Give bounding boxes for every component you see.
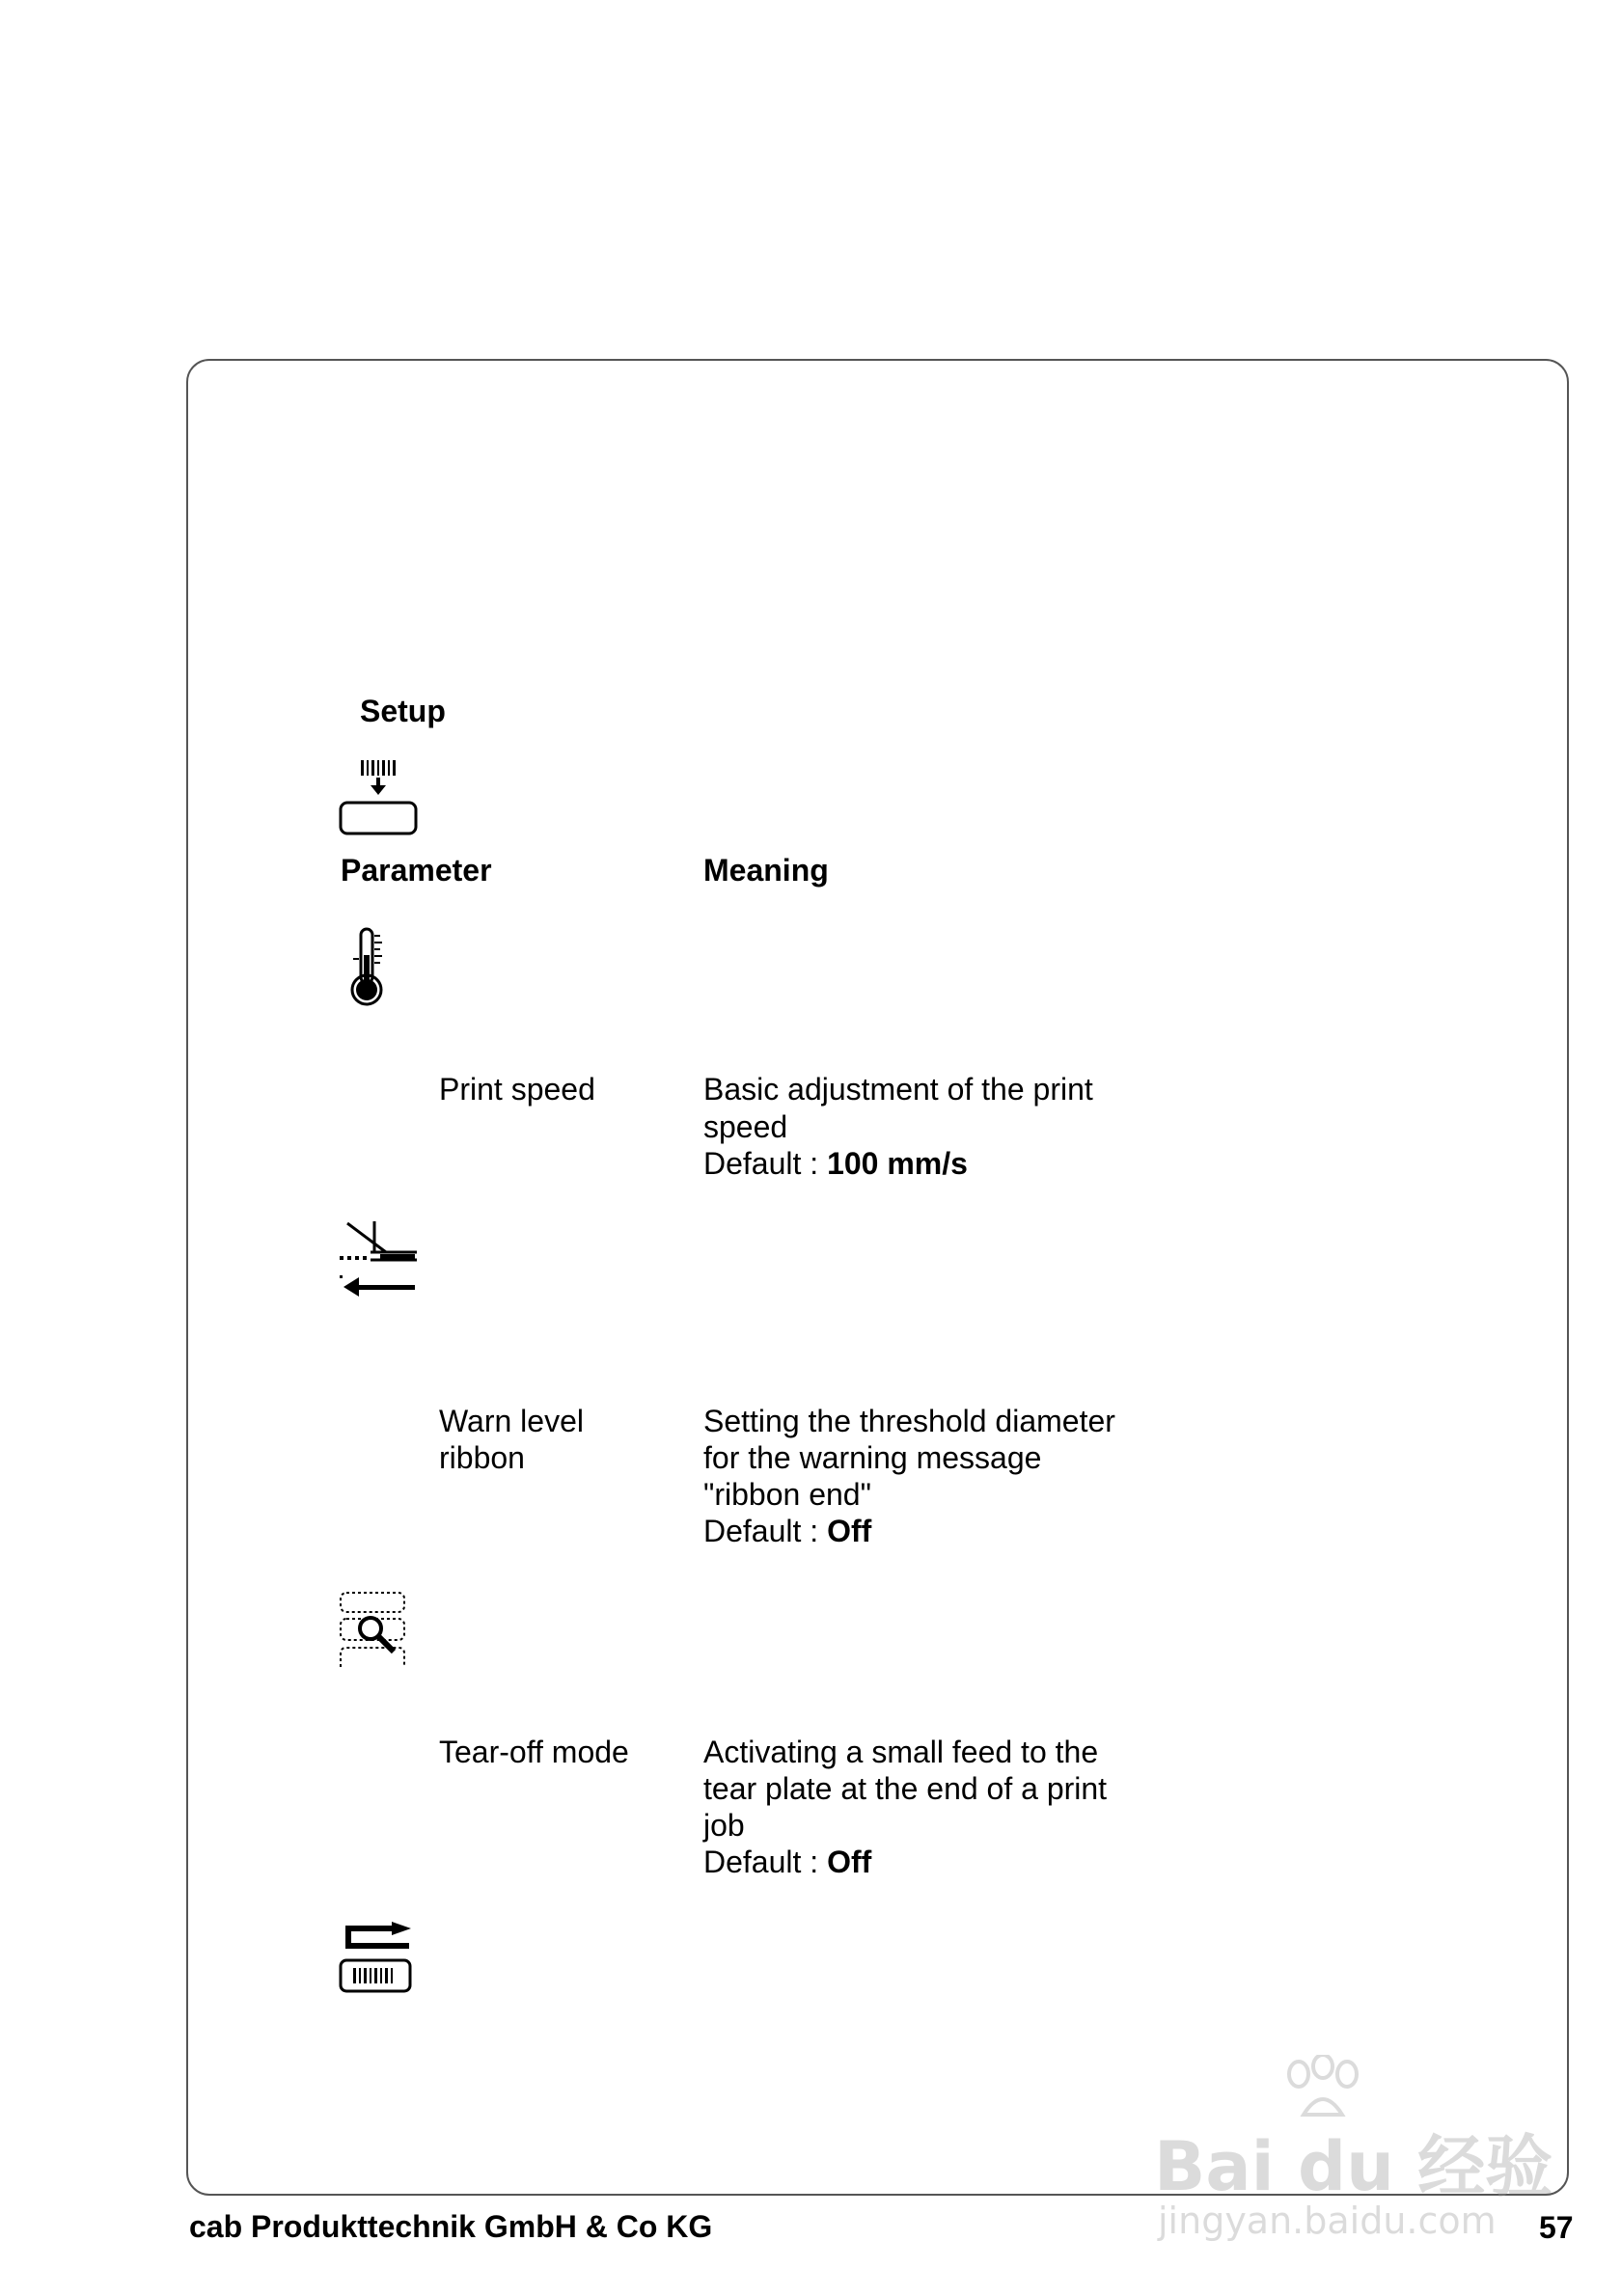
default-label: Default : <box>703 1146 828 1181</box>
page-number: 57 <box>1539 2210 1574 2245</box>
meaning-line: Setting the threshold diameter <box>703 1404 1115 1438</box>
tear-off-search-icon <box>338 1590 411 1671</box>
default-value: 100 mm/s <box>827 1146 968 1181</box>
meaning-header: Meaning <box>703 853 829 888</box>
parameter-header: Parameter <box>341 853 492 888</box>
meaning-line: speed <box>703 1109 788 1144</box>
meaning-line: "ribbon end" <box>703 1477 871 1512</box>
parameter-print-speed: Print speed <box>439 1072 595 1107</box>
label-feed-icon <box>338 758 421 837</box>
default-label: Default : <box>703 1514 828 1548</box>
section-title: Setup <box>360 694 446 728</box>
meaning-line: for the warning message <box>703 1440 1042 1475</box>
watermark-brand: Bai du 经验 <box>1154 2127 1553 2206</box>
default-line <box>703 1513 871 1549</box>
default-label: Default : <box>703 1845 828 1879</box>
default-value: Off <box>827 1514 872 1548</box>
parameter-warn-level-ribbon-line2: ribbon <box>439 1440 525 1475</box>
meaning-line: Basic adjustment of the print <box>703 1072 1093 1107</box>
meaning-line: Activating a small feed to the <box>703 1735 1099 1769</box>
thermometer-icon <box>343 926 392 1007</box>
parameter-tear-off-mode: Tear-off mode <box>439 1735 629 1769</box>
parameter-warn-level-ribbon: Warn level <box>439 1404 584 1438</box>
watermark <box>1154 2055 1553 2248</box>
rewind-label-icon <box>338 1922 415 2001</box>
ribbon-warning-icon <box>338 1217 421 1298</box>
watermark-url: jingyan.baidu.com <box>1158 2200 1497 2242</box>
meaning-line: job <box>703 1808 745 1843</box>
meaning-line: tear plate at the end of a print <box>703 1771 1108 1806</box>
footer-company: cab Produkttechnik GmbH & Co KG <box>189 2209 713 2244</box>
default-line <box>703 1844 871 1880</box>
default-value: Off <box>827 1845 872 1879</box>
default-line <box>703 1145 968 1182</box>
